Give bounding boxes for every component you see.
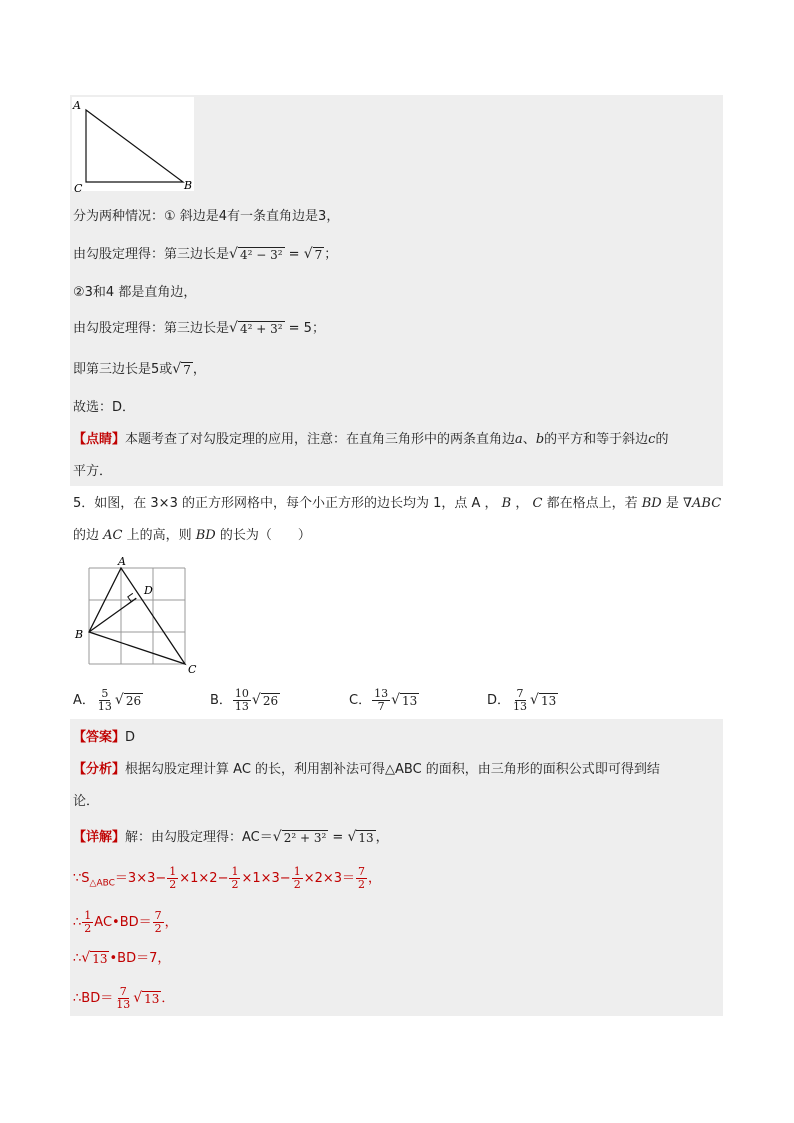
step2-fn: 1 [84, 909, 92, 922]
step2-rn: 7 [154, 909, 162, 922]
label-b: B [184, 179, 193, 192]
option-d[interactable] [487, 688, 558, 713]
figure-right-triangle [70, 95, 196, 195]
detail-comma: ， [375, 830, 389, 845]
case-intro-text: 分为两种情况：① 斜边是4有一条直角边是3， [73, 209, 340, 224]
analysis-text-1: 根据勾股定理计算 AC 的长，利用割补法可得△ABC 的面积，由三角形的面积公式即可得到结 [125, 762, 660, 777]
sqrt-expr-1-radicand: 4² − 3² [239, 248, 283, 262]
step2-fd: 2 [84, 922, 92, 935]
area-f1d: 2 [169, 878, 177, 891]
comment-tag: 【点睛】 [73, 432, 126, 447]
comment-line-2 [73, 463, 112, 481]
q6-text-3: 的长为（ ） [215, 528, 311, 543]
step-4-line [73, 986, 174, 1011]
analysis-line-1 [73, 761, 660, 779]
option-c[interactable] [349, 688, 419, 713]
label-c: C [74, 182, 83, 195]
triangle-abc-grid [89, 568, 185, 664]
q5-point-b: B [501, 496, 512, 511]
area-c: ×1×3− [241, 871, 291, 886]
option-a-num: 5 [101, 687, 109, 700]
case-intro [73, 208, 339, 226]
case2-result [73, 320, 325, 338]
detail-tag: 【详解】 [73, 830, 126, 845]
area-f4d: 2 [358, 878, 366, 891]
option-c-den: 7 [377, 700, 385, 713]
var-a: a [515, 432, 523, 447]
option-a-sqrt: √ 26 [114, 692, 142, 708]
grid-lines [89, 568, 185, 664]
grid-label-b: B [75, 628, 84, 641]
area-f1n: 1 [169, 865, 177, 878]
q5-text-2: 都在格点上，若 [542, 496, 642, 511]
option-b-sqrt: √ 26 [251, 692, 279, 708]
step3-sqrt: √ 13 [81, 950, 108, 966]
area-frac-1 [167, 866, 178, 891]
option-d-num: 7 [516, 687, 524, 700]
equals-1: = [288, 247, 300, 262]
option-b-num: 10 [234, 687, 249, 700]
analysis-text-2: 论． [73, 794, 100, 809]
step3-end: •BD＝7， [109, 951, 171, 966]
case2-intro-text: ②3和4 都是直角边， [73, 285, 197, 300]
area-d: ×2×3＝ [303, 871, 356, 886]
answer-value: D [125, 730, 136, 745]
detail-equals: = [332, 830, 344, 845]
step4-fn: 7 [119, 985, 127, 998]
q5-sep: ， [511, 496, 533, 511]
choice-text: 故选：D． [73, 400, 136, 415]
detail-line-1 [73, 829, 389, 847]
option-d-sqrt: √ 13 [530, 692, 557, 708]
step2-end: ， [164, 915, 178, 930]
step2-frac-result [153, 910, 164, 935]
area-sub: △ABC [89, 878, 115, 889]
q6-text-1: 的边 [73, 528, 104, 543]
area-b: ×1×2− [179, 871, 229, 886]
option-b-radicand: 26 [262, 694, 279, 708]
option-c-radicand: 13 [402, 694, 418, 708]
q6-text-2: 上的高，则 [122, 528, 196, 543]
conclusion-text: 即第三边长是5或 [73, 362, 173, 377]
comment-text-3: 的 [655, 432, 669, 447]
area-a: ＝3×3− [114, 871, 167, 886]
step-3-line [73, 950, 170, 968]
option-b-den: 13 [234, 700, 249, 713]
step2-mid: AC•BD＝ [94, 915, 152, 930]
step4-end: ． [161, 991, 175, 1006]
detail-sqrt-expr: √ 2² + 3² [272, 829, 327, 845]
area-f3d: 2 [293, 878, 301, 891]
option-b-label: B． [210, 693, 232, 708]
area-f3n: 1 [293, 865, 301, 878]
option-d-label: D． [487, 693, 511, 708]
step2-rd: 2 [154, 922, 162, 935]
option-a-frac [96, 688, 114, 713]
q5-triangle: ∇ABC [682, 496, 722, 511]
detail-text-1: 解：由勾股定理得：AC＝ [125, 830, 273, 845]
option-d-frac [511, 688, 529, 713]
step-2-line [73, 910, 178, 935]
comment-text-4: 平方． [73, 464, 113, 479]
sqrt-7-b-radicand: 7 [183, 363, 191, 377]
option-a[interactable] [73, 688, 143, 713]
option-a-den: 13 [97, 700, 112, 713]
option-c-frac [372, 688, 390, 713]
comment-text-1: 本题考查了对勾股定理的应用，注意：在直角三角形中的两条直角边 [125, 432, 516, 447]
detail-sqrt-13-radicand: 13 [358, 831, 374, 845]
grid-label-d: D [144, 584, 153, 597]
grid-label-a: A [118, 555, 126, 568]
q6-ac: AC [103, 528, 123, 543]
step4-frac [114, 986, 132, 1011]
sqrt-expr-2-radicand: 4² + 3² [239, 322, 283, 336]
q5-point-c: C [532, 496, 543, 511]
area-e: ， [368, 871, 382, 886]
q6-bd: BD [195, 528, 216, 543]
step4-fd: 13 [116, 998, 131, 1011]
option-c-sqrt: √ 13 [391, 692, 418, 708]
q5-bd: BD [641, 496, 662, 511]
case1-result [73, 246, 337, 264]
conclusion-line [73, 361, 206, 379]
figure-grid-triangle [70, 553, 205, 675]
area-f2n: 1 [231, 865, 239, 878]
sqrt-expr-2: √ 4² + 3² [229, 320, 283, 336]
option-d-radicand: 13 [540, 694, 557, 708]
equals-5: = 5； [288, 321, 325, 336]
step2-frac-half [82, 910, 93, 935]
option-d-den: 13 [513, 700, 528, 713]
option-b[interactable] [210, 688, 280, 713]
semicolon-1: ； [324, 247, 338, 262]
detail-sqrt-expr-radicand: 2² + 3² [283, 831, 327, 845]
analysis-line-2 [73, 793, 99, 811]
area-frac-2 [229, 866, 240, 891]
case2-text: 由勾股定理得：第三边长是 [73, 321, 230, 336]
option-a-label: A． [73, 693, 95, 708]
comma-1: ， [192, 362, 206, 377]
q5-text-1: 5．如图，在 3×3 的正方形网格中，每个小正方形的边长均为 1，点 A ， [73, 496, 502, 511]
question-5-line-1 [73, 495, 721, 513]
option-c-num: 13 [374, 687, 389, 700]
option-c-label: C． [349, 693, 372, 708]
step3-radicand: 13 [92, 952, 108, 966]
area-f2d: 2 [231, 878, 239, 891]
area-f4n: 7 [358, 865, 366, 878]
sqrt-7-b: √ 7 [172, 361, 191, 377]
step4-radicand: 13 [144, 992, 160, 1006]
sqrt-expr-1: √ 4² − 3² [229, 246, 283, 262]
var-b: b [535, 432, 545, 447]
detail-sqrt-13: √ 13 [347, 829, 374, 845]
area-frac-4 [356, 866, 367, 891]
step4-sqrt: √ 13 [133, 990, 160, 1006]
area-pre: ∵S [73, 871, 90, 886]
sqrt-7: √ 7 [303, 246, 323, 262]
var-c: c [648, 432, 656, 447]
q5-text-3: 是 [661, 496, 683, 511]
case1-text: 由勾股定理得：第三边长是 [73, 247, 230, 262]
comment-text-2: 的平方和等于斜边 [544, 432, 649, 447]
sqrt-7-radicand: 7 [314, 248, 323, 262]
option-a-radicand: 26 [125, 694, 142, 708]
choice-line [73, 399, 135, 417]
step3-pre: ∴ [73, 951, 82, 966]
area-frac-3 [292, 866, 303, 891]
comment-line-1 [73, 431, 668, 449]
altitude-bd [89, 598, 136, 632]
label-a: A [73, 99, 81, 112]
case2-intro [73, 284, 196, 302]
step2-pre: ∴ [73, 915, 82, 930]
answer-tag: 【答案】 [73, 730, 126, 745]
grid-label-c: C [188, 663, 197, 675]
area-line [73, 866, 381, 893]
option-b-frac [233, 688, 251, 713]
step4-pre: ∴BD＝ [73, 991, 114, 1006]
question-5-line-2 [73, 527, 311, 545]
comma-a: 、 [522, 432, 536, 447]
analysis-tag: 【分析】 [73, 762, 126, 777]
answer-line [73, 729, 135, 747]
